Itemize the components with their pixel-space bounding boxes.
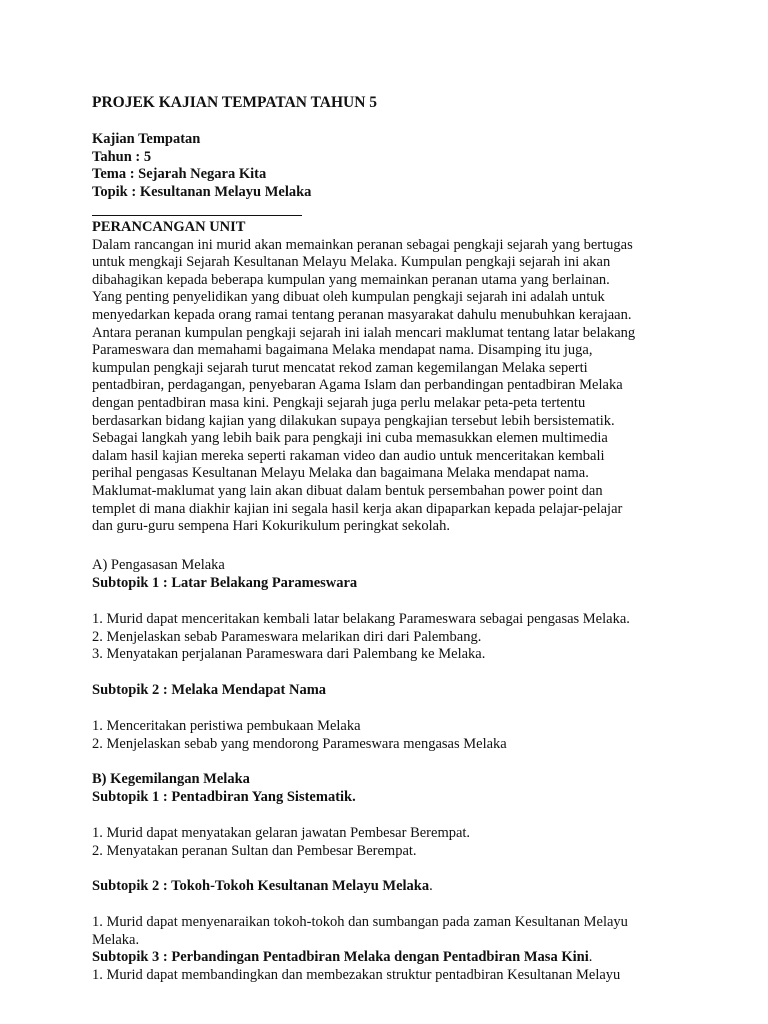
unit-paragraph-line: Dalam rancangan ini murid akan memainkan peranan sebagai pengkaji sejarah yang bertugas xyxy=(92,236,633,253)
unit-paragraph-line: dengan pentadbiran masa kini. Pengkaji sejarah juga perlu melakar peta-peta tertentu xyxy=(92,394,586,411)
section-b-subtopic-3-title: Subtopik 3 : Perbandingan Pentadbiran Melaka dengan Pentadbiran Masa Kini xyxy=(92,949,589,966)
list-item: 1. Murid dapat membandingkan dan membezakan struktur pentadbiran Kesultanan Melayu xyxy=(92,966,621,983)
unit-paragraph-line: Parameswara dan memahami bagaimana Melaka mendapat nama. Disamping itu juga, xyxy=(92,342,593,359)
unit-paragraph-line: menyedarkan kepada orang ramai tentang peranan masyarakat dahulu menubuhkan kerajaan. xyxy=(92,306,632,323)
separator-line xyxy=(92,215,302,216)
list-item: 1. Murid dapat menyenaraikan tokoh-tokoh dan sumbangan pada zaman Kesultanan Melayu xyxy=(92,914,628,930)
section-b-subtopic-1-list xyxy=(92,825,682,860)
unit-heading: PERANCANGAN UNIT xyxy=(92,219,246,235)
unit-paragraph-line: Antara peranan kumpulan pengkaji sejarah ini ialah mencari maklumat tentang latar belakang xyxy=(92,324,636,341)
section-a-heading: A) Pengasasan Melaka xyxy=(92,557,225,573)
unit-paragraph-line: dibahagikan kepada beberapa kumpulan yang memainkan peranan utama yang berlainan. xyxy=(92,271,610,288)
unit-paragraph-line: kumpulan pengkaji sejarah turut mencatat rekod zaman kegemilangan Melaka seperti xyxy=(92,359,588,376)
list-item: 3. Menyatakan perjalanan Parameswara dari Palembang ke Melaka. xyxy=(92,646,486,663)
unit-paragraph-line: pentadbiran, perdagangan, penyebaran Agama Islam dan perbandingan pentadbiran Melaka xyxy=(92,377,623,394)
section-b-subtopic-2-title: Subtopik 2 : Tokoh-Tokoh Kesultanan Melayu Melaka xyxy=(92,878,430,894)
meta-year: Tahun : 5 xyxy=(92,148,152,165)
section-b-subtopic-2-heading xyxy=(92,878,682,896)
list-item: 1. Menceritakan peristiwa pembukaan Melaka xyxy=(92,718,361,734)
meta-subject: Kajian Tempatan xyxy=(92,131,201,147)
unit-paragraph-line: dalam hasil kajian mereka seperti rakaman video dan audio untuk menceritakan kembali xyxy=(92,447,605,464)
document-title: PROJEK KAJIAN TEMPATAN TAHUN 5 xyxy=(92,94,378,111)
meta-block xyxy=(92,131,682,201)
section-b-subtopic-2-list xyxy=(92,914,682,984)
section-a-subtopic-2-title: Subtopik 2 : Melaka Mendapat Nama xyxy=(92,682,327,698)
section-b xyxy=(92,771,682,806)
unit-section xyxy=(92,219,682,536)
section-a-subtopic-1-title: Subtopik 1 : Latar Belakang Parameswara xyxy=(92,574,358,591)
unit-paragraph-line: Maklumat-maklumat yang lain akan dibuat dalam bentuk persembahan power point dan xyxy=(92,482,603,499)
unit-paragraph-line: perihal pengasas Kesultanan Melayu Melaka dan bagaimana Melaka mendapat nama. xyxy=(92,465,589,482)
title-trailing-period: . xyxy=(588,949,593,966)
section-a-subtopic-2-list xyxy=(92,718,682,753)
unit-paragraph-line: berdasarkan bidang kajian yang dilakukan supaya pengkajian tersebut lebih bersistematik. xyxy=(92,412,615,429)
unit-paragraph-line: Sebagai langkah yang lebih baik para pengkaji ini cuba memasukkan elemen multimedia xyxy=(92,430,608,447)
list-item: 2. Menyatakan peranan Sultan dan Pembesar Berempat. xyxy=(92,842,417,859)
list-item: 1. Murid dapat menyatakan gelaran jawatan Pembesar Berempat. xyxy=(92,825,471,841)
section-a-subtopic-1-list xyxy=(92,611,682,664)
meta-theme: Tema : Sejarah Negara Kita xyxy=(92,166,267,183)
unit-paragraph-line: Yang penting penyelidikan yang dibuat oleh kumpulan pengkaji sejarah ini adalah untuk xyxy=(92,289,605,306)
unit-paragraph-line: templet di mana diakhir kajian ini segala hasil kerja akan dipaparkan kepada pelajar-pelajar xyxy=(92,500,623,517)
section-b-heading: B) Kegemilangan Melaka xyxy=(92,771,250,787)
section-a xyxy=(92,557,682,592)
meta-topic: Topik : Kesultanan Melayu Melaka xyxy=(92,183,312,200)
list-item: 1. Murid dapat menceritakan kembali latar belakang Parameswara sebagai pengasas Melaka. xyxy=(92,611,630,627)
unit-paragraph-line: untuk mengkaji Sejarah Kesultanan Melayu Melaka. Kumpulan pengkaji sejarah ini akan xyxy=(92,254,611,271)
list-item: 2. Menjelaskan sebab yang mendorong Parameswara mengasas Melaka xyxy=(92,735,507,752)
section-b-subtopic-1-title: Subtopik 1 : Pentadbiran Yang Sistematik. xyxy=(92,788,356,805)
title-trailing-period: . xyxy=(429,878,433,894)
list-item: Melaka. xyxy=(92,931,140,948)
unit-paragraph-line: dan guru-guru sempena Hari Kokurikulum peringkat sekolah. xyxy=(92,518,450,535)
list-item: 2. Menjelaskan sebab Parameswara melarikan diri dari Palembang. xyxy=(92,628,482,645)
